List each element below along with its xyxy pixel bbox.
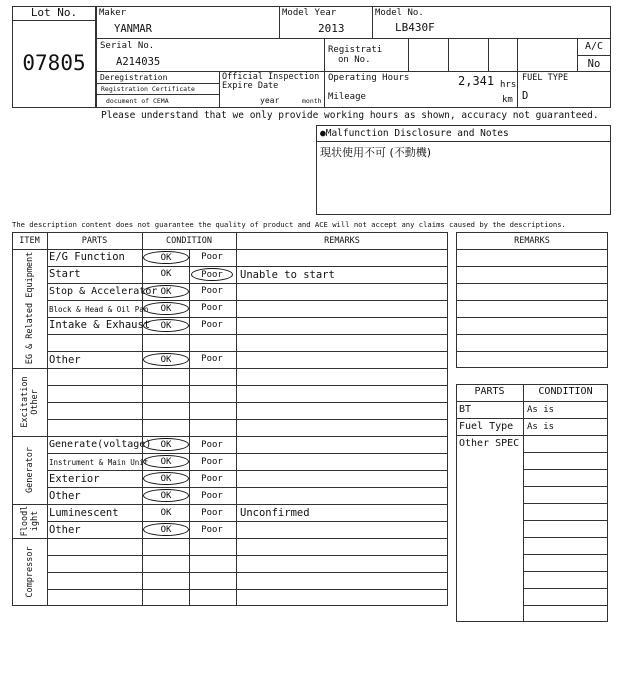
maker-label: Maker — [99, 8, 127, 18]
poor-mark: Poor — [191, 268, 233, 281]
lot-label: Lot No. — [30, 6, 78, 19]
poor-mark: Poor — [201, 474, 223, 484]
inspection-label-2: Expire Date — [222, 81, 279, 91]
ac-value: No — [587, 58, 601, 70]
malfunction-text: 現状使用不可 (不動機) — [320, 146, 432, 159]
parts-header: PARTS — [81, 236, 108, 246]
operating-hours-value: 2,341 — [458, 74, 495, 88]
inspection-label-1: Official Inspection — [222, 72, 320, 82]
poor-mark: Poor — [201, 491, 223, 501]
poor-mark: Poor — [201, 252, 223, 262]
part-name: Other — [49, 354, 81, 366]
poor-mark: Poor — [201, 508, 223, 518]
part-name: E/G Function — [49, 251, 125, 263]
model-no-value: LB430F — [395, 21, 435, 34]
remark-text: Unconfirmed — [240, 507, 310, 519]
mileage-label: Mileage — [328, 92, 366, 102]
ok-mark: OK — [143, 353, 189, 366]
month-label: month — [302, 97, 322, 105]
spec-parts-header: PARTS — [474, 386, 505, 397]
model-year-value: 2013 — [318, 22, 345, 35]
km-unit: km — [502, 95, 513, 105]
ok-mark: OK — [143, 472, 189, 485]
part-name: Generate(voltage) — [49, 439, 152, 450]
part-name: Intake & Exhaust — [49, 319, 151, 331]
section-floodlight: Floodl ight — [20, 505, 40, 537]
poor-mark: Poor — [201, 525, 223, 535]
spec-condition-bt: As is — [527, 405, 555, 415]
hrs-unit: hrs — [500, 80, 517, 90]
serial-label: Serial No. — [100, 41, 155, 51]
year-label: year — [260, 96, 280, 105]
poor-mark: Poor — [201, 354, 223, 364]
poor-mark: Poor — [201, 457, 223, 467]
ok-mark: OK — [143, 523, 189, 536]
section-eg-related: EG & Related Equipment — [25, 251, 35, 365]
fuel-type-label: FUEL TYPE — [522, 73, 569, 83]
cema-document-label: document of CEMA — [106, 97, 169, 105]
model-no-label: Model No. — [375, 8, 424, 18]
right-remarks-header: REMARKS — [514, 236, 550, 246]
ok-mark: OK — [143, 302, 189, 315]
disclaimer: The description content does not guarantee the quality of product and ACE will not accept any claims caused by the descriptions. — [12, 220, 566, 229]
registration-label-2: on No. — [338, 55, 371, 65]
ok-mark: OK — [143, 251, 189, 264]
part-name: Other — [49, 490, 81, 502]
part-name: Other — [49, 524, 81, 536]
section-generator: Generator — [25, 446, 35, 494]
ok-mark: OK — [143, 319, 189, 332]
part-name: Luminescent — [49, 507, 119, 519]
registration-certificate-label: Registration Certificate — [101, 85, 195, 93]
ac-label: A/C — [584, 41, 604, 52]
poor-mark: Poor — [201, 440, 223, 450]
spec-condition-fuel-type: As is — [527, 422, 555, 432]
poor-mark: Poor — [201, 303, 223, 313]
ok-mark: OK — [160, 508, 172, 518]
part-name: Start — [49, 268, 81, 280]
spec-part-fuel-type: Fuel Type — [459, 421, 514, 432]
malfunction-title: ●Malfunction Disclosure and Notes — [320, 128, 509, 139]
fuel-type-value: D — [522, 90, 529, 102]
part-name: Exterior — [49, 473, 100, 485]
ok-mark: OK — [143, 489, 189, 502]
ok-mark: OK — [160, 269, 172, 279]
spec-condition-header: CONDITION — [538, 386, 593, 397]
ok-mark: OK — [143, 285, 189, 298]
item-header: ITEM — [19, 236, 40, 246]
remark-text: Unable to start — [240, 269, 335, 281]
maker-value: YANMAR — [114, 23, 152, 35]
condition-header: CONDITION — [165, 236, 213, 246]
lot-number: 07805 — [22, 51, 86, 75]
part-name: Stop & Accelerator — [49, 286, 158, 297]
registration-label-1: Registrati — [328, 45, 383, 55]
section-compressor: Compressor — [25, 546, 35, 598]
section-excitation-other: Excitation Other — [20, 376, 40, 428]
poor-mark: Poor — [201, 320, 223, 330]
serial-value: A214035 — [116, 56, 161, 68]
ok-mark: OK — [143, 438, 189, 451]
model-year-label: Model Year — [282, 8, 337, 18]
remarks-header: REMARKS — [324, 236, 360, 246]
part-name: Instrument & Main Unit — [49, 458, 149, 467]
hours-notice: Please understand that we only provide working hours as shown, accuracy not guaranteed. — [101, 110, 599, 121]
spec-part-other: Other SPEC — [459, 438, 520, 449]
ok-mark: OK — [143, 455, 189, 468]
operating-hours-label: Operating Hours — [328, 73, 410, 83]
part-name: Block & Head & Oil Pan — [49, 305, 149, 314]
poor-mark: Poor — [201, 286, 223, 296]
spec-part-bt: BT — [459, 404, 472, 415]
deregistration-label: Deregistration — [100, 73, 168, 82]
